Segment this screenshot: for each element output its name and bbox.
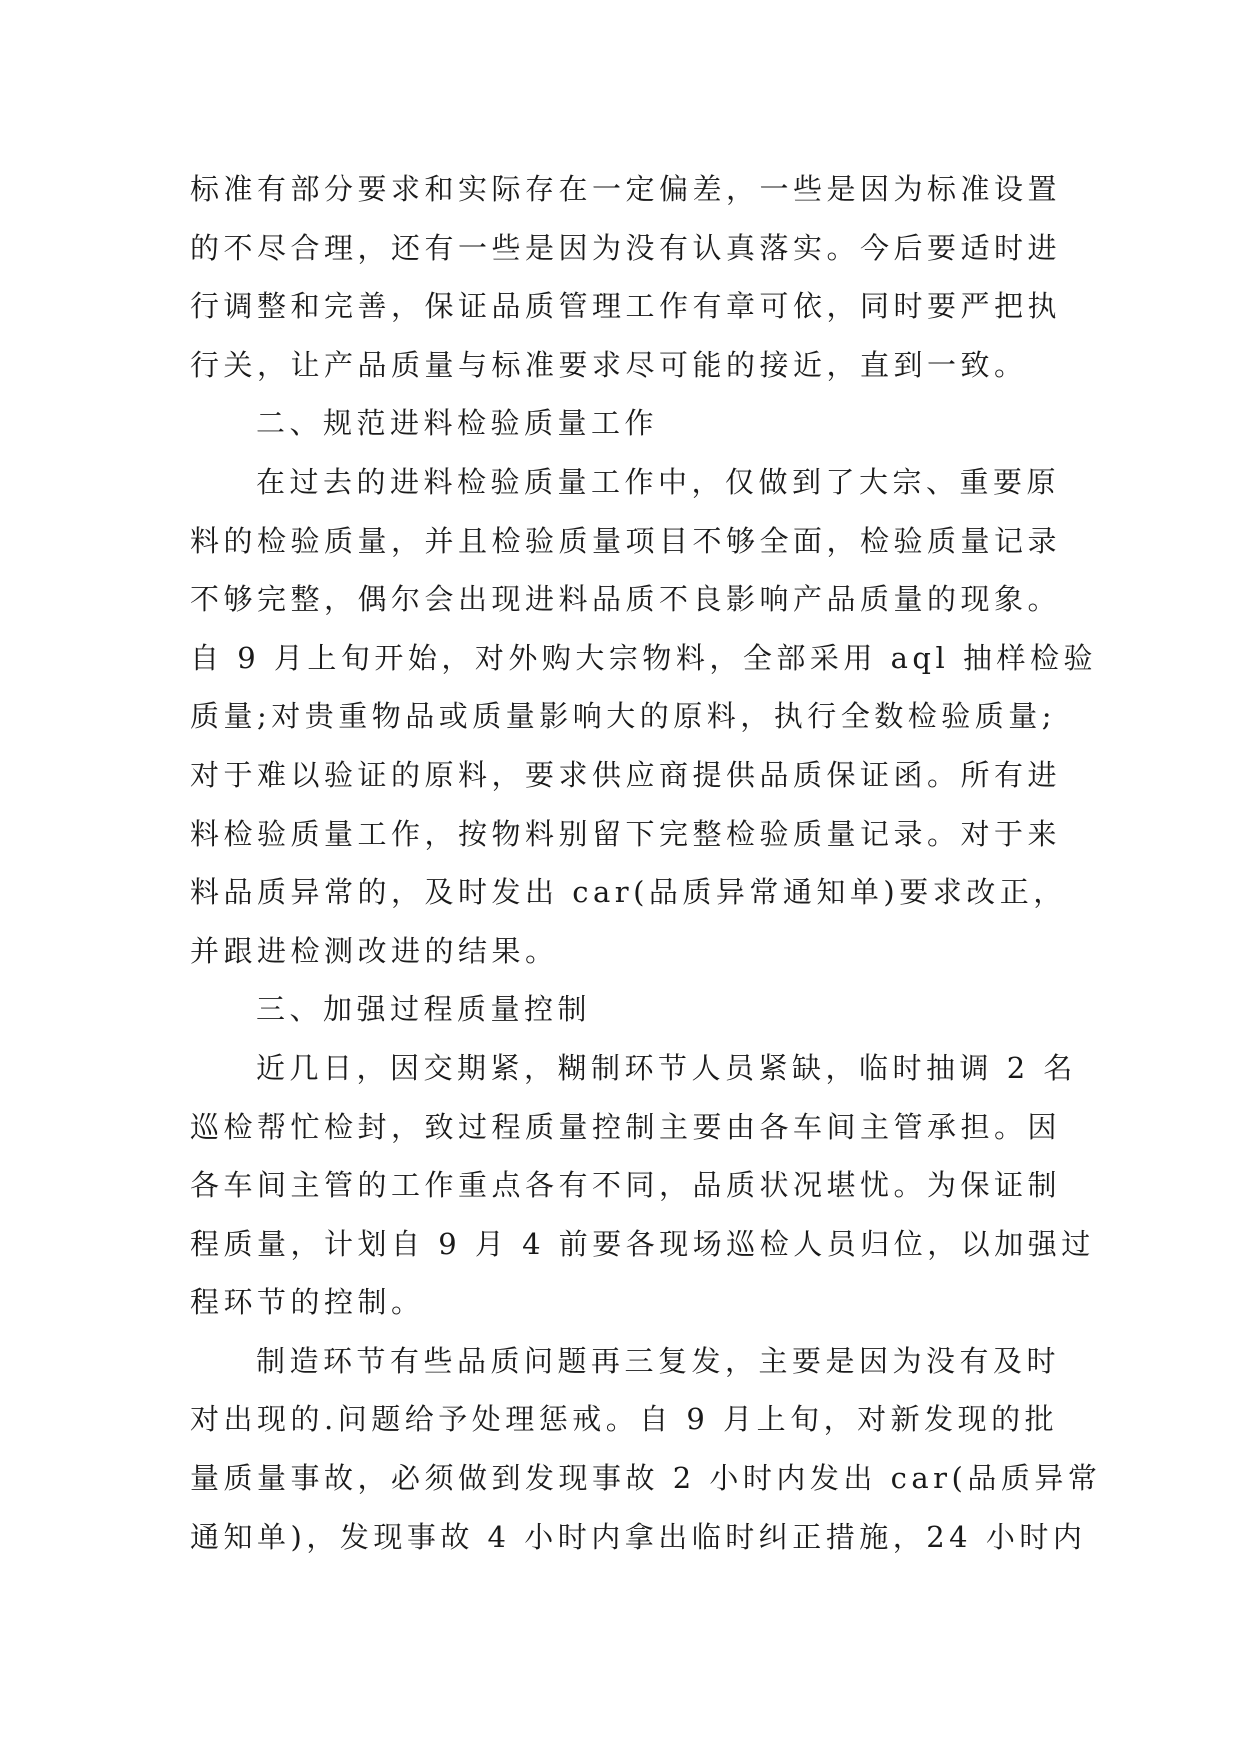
paragraph-line: 料的检验质量，并且检验质量项目不够全面，检验质量记录 [190, 523, 1062, 558]
paragraph-line: 并跟进检测改进的结果。 [190, 933, 559, 968]
paragraph-line: 程质量，计划自 9 月 4 前要各现场巡检人员归位，以加强过 [190, 1226, 1095, 1261]
paragraph-line: 料检验质量工作，按物料别留下完整检验质量记录。对于来 [190, 816, 1062, 851]
paragraph-line: 程环节的控制。 [190, 1285, 425, 1320]
paragraph-line: 的不尽合理，还有一些是因为没有认真落实。今后要适时进 [190, 230, 1062, 265]
paragraph-line: 通知单)，发现事故 4 小时内拿出临时纠正措施，24 小时内 [190, 1519, 1087, 1554]
paragraph-line: 质量;对贵重物品或质量影响大的原料，执行全数检验质量; [190, 699, 1057, 734]
section-heading: 三、加强过程质量控制 [256, 992, 592, 1027]
paragraph-line: 自 9 月上旬开始，对外购大宗物料，全部采用 aql 抽样检验 [190, 640, 1097, 675]
paragraph-line: 量质量事故，必须做到发现事故 2 小时内发出 car(品质异常 [190, 1461, 1102, 1496]
paragraph-line: 行调整和完善，保证品质管理工作有章可依，同时要严把执 [190, 289, 1062, 324]
paragraph-line: 料品质异常的，及时发出 car(品质异常通知单)要求改正， [190, 875, 1067, 910]
paragraph-line: 制造环节有些品质问题再三复发，主要是因为没有及时 [256, 1343, 1061, 1378]
paragraph-line: 行关，让产品质量与标准要求尽可能的接近，直到一致。 [190, 347, 1028, 382]
paragraph-line: 巡检帮忙检封，致过程质量控制主要由各车间主管承担。因 [190, 1109, 1062, 1144]
paragraph-line: 不够完整，偶尔会出现进料品质不良影响产品质量的现象。 [190, 582, 1062, 617]
document-body [190, 160, 1102, 1566]
paragraph-line: 对于难以验证的原料，要求供应商提供品质保证函。所有进 [190, 757, 1062, 792]
paragraph-line: 各车间主管的工作重点各有不同，品质状况堪忧。为保证制 [190, 1168, 1062, 1203]
section-heading: 二、规范进料检验质量工作 [256, 406, 659, 441]
paragraph-line: 在过去的进料检验质量工作中，仅做到了大宗、重要原 [256, 464, 1061, 499]
paragraph-line: 标准有部分要求和实际存在一定偏差，一些是因为标准设置 [190, 172, 1062, 206]
paragraph-line: 对出现的.问题给予处理惩戒。自 9 月上旬，对新发现的批 [190, 1402, 1059, 1437]
paragraph-line: 近几日，因交期紧，糊制环节人员紧缺，临时抽调 2 名 [256, 1050, 1077, 1085]
